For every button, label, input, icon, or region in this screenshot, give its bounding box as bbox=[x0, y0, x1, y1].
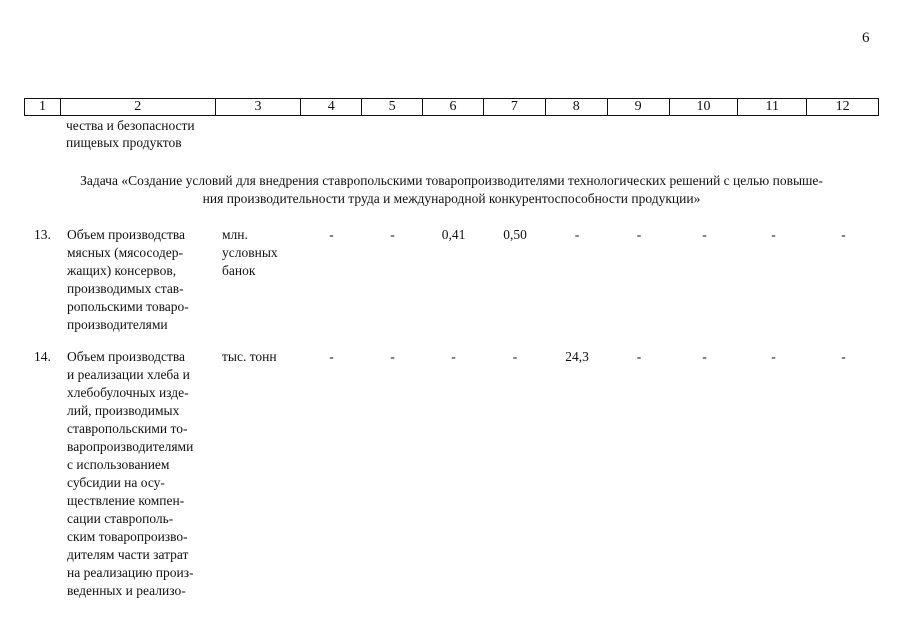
text-line: и реализации хлеба и bbox=[67, 367, 190, 382]
text-line: банок bbox=[222, 263, 256, 278]
value-cell: - bbox=[771, 227, 776, 242]
text-line: пищевых продуктов bbox=[66, 135, 182, 150]
text-line: производителями bbox=[67, 317, 168, 332]
text-line: ропольскими товаро- bbox=[67, 299, 189, 314]
indicator-name bbox=[67, 226, 213, 334]
text-line: на реализацию произ- bbox=[67, 565, 194, 580]
col-header: 7 bbox=[484, 99, 546, 115]
text-line: ставропольскими то- bbox=[67, 421, 188, 436]
value-cell: - bbox=[329, 227, 334, 242]
text-line: жащих) консервов, bbox=[67, 263, 177, 278]
continuation-text bbox=[66, 117, 195, 151]
text-line: тыс. тонн bbox=[222, 349, 277, 364]
col-header: 6 bbox=[423, 99, 484, 115]
text-line: Объем производства bbox=[67, 349, 186, 364]
text-line: варопроизводителями bbox=[67, 439, 194, 454]
text-line: производимых став- bbox=[67, 281, 184, 296]
page-number: 6 bbox=[862, 30, 870, 46]
table-header bbox=[24, 98, 879, 116]
indicator-name bbox=[67, 348, 213, 600]
text-line: ществление компен- bbox=[67, 493, 185, 508]
text-line: чества и безопасности bbox=[66, 118, 195, 133]
text-line: Объем производства bbox=[67, 227, 186, 242]
value-cell: - bbox=[390, 349, 395, 364]
value-cell: - bbox=[841, 349, 846, 364]
text-line: с использованием bbox=[67, 457, 170, 472]
col-header: 10 bbox=[670, 99, 739, 115]
text-line: условных bbox=[222, 245, 278, 260]
value-cell: - bbox=[636, 227, 642, 242]
value-cell: - bbox=[451, 349, 456, 364]
col-header: 1 bbox=[25, 99, 61, 115]
text-line: хлебобулочных изде- bbox=[67, 385, 189, 400]
value-cell: - bbox=[636, 349, 642, 364]
text-line: субсидии на осу- bbox=[67, 475, 165, 490]
text-line: млн. bbox=[222, 227, 248, 242]
unit bbox=[222, 348, 302, 366]
col-header: 2 bbox=[61, 99, 216, 115]
text-line: сации ставрополь- bbox=[67, 511, 174, 526]
col-header: 4 bbox=[301, 99, 362, 115]
value-cell: - bbox=[329, 349, 334, 364]
value-cell: - bbox=[841, 227, 846, 242]
value-cell: - bbox=[771, 349, 776, 364]
value-cell: - bbox=[390, 227, 395, 242]
row-number: 13. bbox=[34, 227, 51, 242]
value-cell: - bbox=[574, 227, 580, 242]
row-number: 14. bbox=[34, 349, 51, 364]
text-line: мясных (мясосодер- bbox=[67, 245, 183, 260]
col-header: 8 bbox=[546, 99, 608, 115]
text-line: лий, производимых bbox=[67, 403, 180, 418]
col-header: 5 bbox=[362, 99, 423, 115]
value-cell: - bbox=[512, 349, 518, 364]
task-heading bbox=[24, 172, 879, 208]
unit bbox=[222, 226, 302, 280]
text-line: Задача «Создание условий для внедрения ставропольскими товаропроизводителями технологических решений с целью повыше- bbox=[80, 173, 823, 188]
text-line: дителям части затрат bbox=[67, 547, 189, 562]
col-header: 9 bbox=[608, 99, 670, 115]
value-cell: 0,41 bbox=[441, 227, 466, 242]
col-header: 11 bbox=[738, 99, 807, 115]
col-header: 12 bbox=[835, 99, 850, 114]
value-cell: - bbox=[702, 227, 707, 242]
text-line: ским товаропроизво- bbox=[67, 529, 188, 544]
value-cell: 24,3 bbox=[565, 349, 589, 364]
value-cell: - bbox=[702, 349, 707, 364]
value-cell: 0,50 bbox=[503, 227, 527, 242]
text-line: ния производительности труда и международной конкурентоспособности продукции» bbox=[202, 191, 701, 206]
col-header: 3 bbox=[216, 99, 302, 115]
text-line: веденных и реализо- bbox=[67, 583, 186, 598]
